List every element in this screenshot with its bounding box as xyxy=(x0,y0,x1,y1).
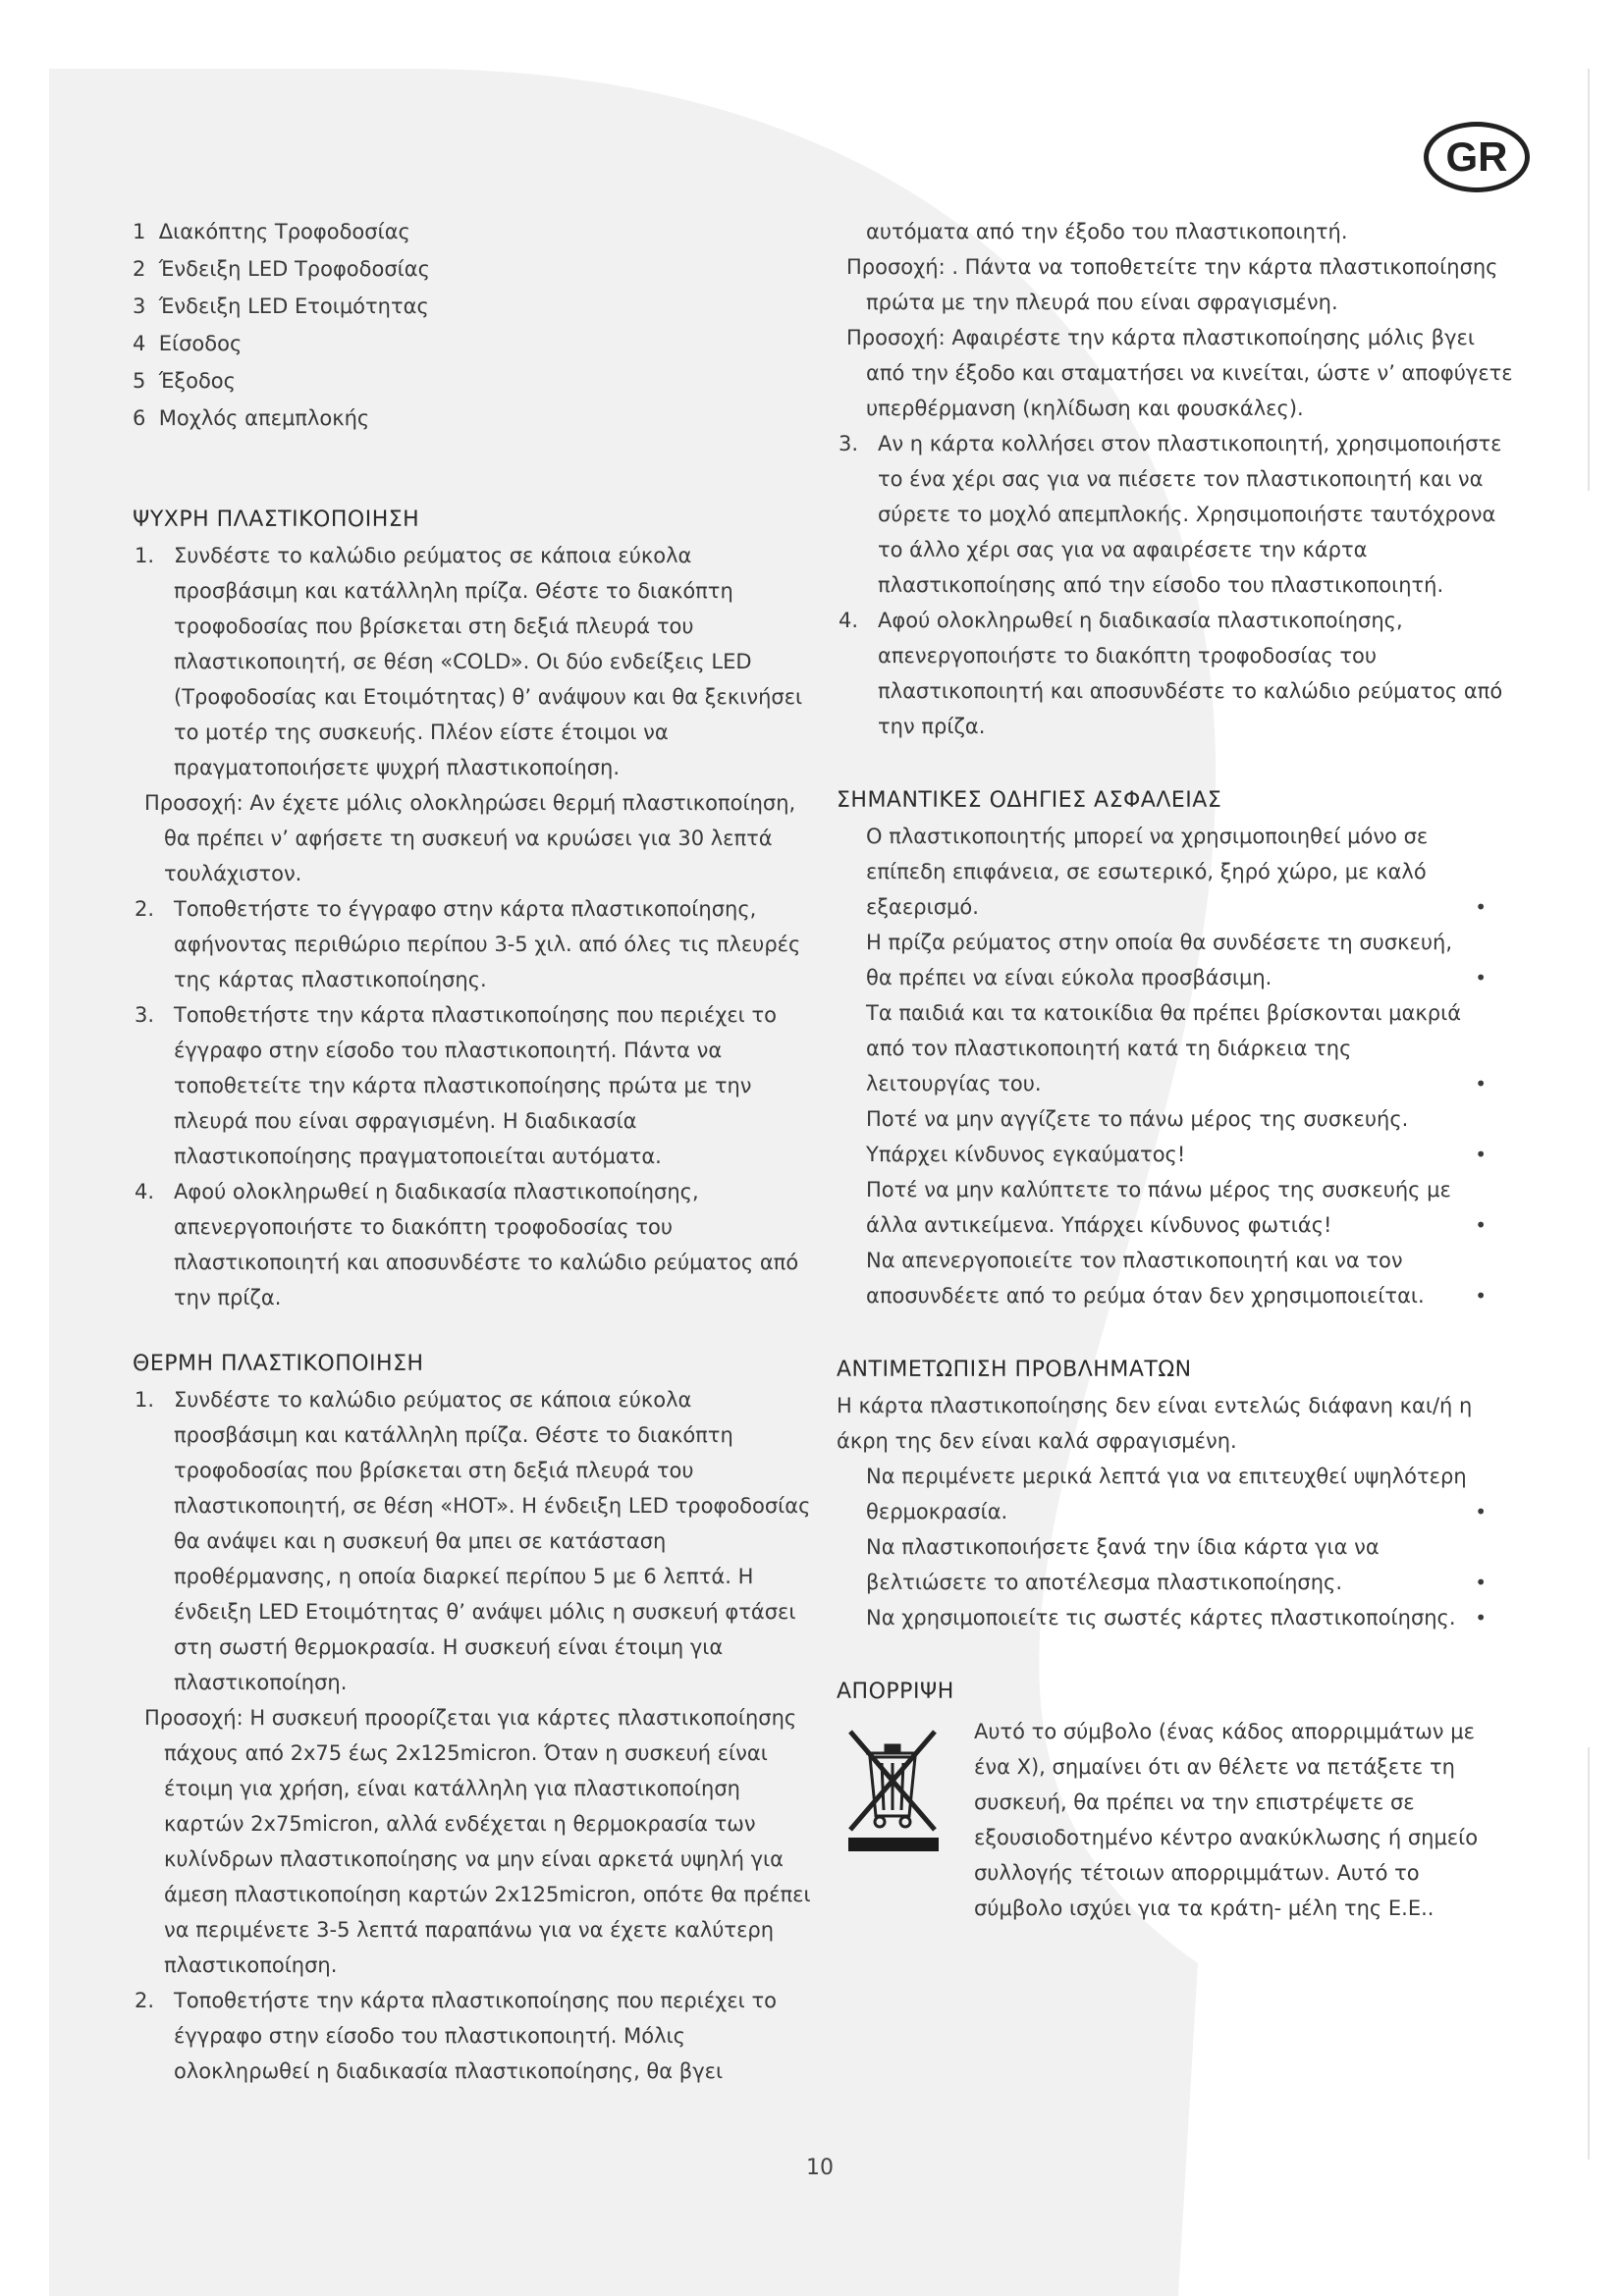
hot-note: Προσοχή: . Πάντα να τοποθετείτε την κάρτα πλαστικοποίησης πρώτα με την πλευρά που είναι σφραγισμένη. xyxy=(846,255,1498,314)
cold-steps-continued xyxy=(133,891,820,1315)
part-item: 1 Διακόπτης Τροφοδοσίας xyxy=(133,220,410,243)
hot-step: 1. Συνδέστε το καλώδιο ρεύματος σε κάποια εύκολα προσβάσιμη και κατάλληλη πρίζα. Θέστε το διακόπτη τροφοδοσίας που βρίσκεται στη δεξιά πλευρά του πλαστικοποιητή, σε θέση «HOT». Η ένδειξη LED τροφοδοσίας θα ανάψει και η συσκευή θα μπει σε κατάσταση προθέρμανσης, η οποία διαρκεί περίπου 5 με 6 λεπτά. Η ένδειξη LED Ετοιμότητας θ’ ανάψει μόλις η συσκευή φτάσει στη σωστή θερμοκρασία. Η συσκευή είναι έτοιμη για πλαστικοποίηση. xyxy=(135,1388,811,1694)
bullet-icon: • xyxy=(1475,895,1487,919)
hot-step: 4. Αφού ολοκληρωθεί η διαδικασία πλαστικοποίησης, απενεργοποιήστε το διακόπτη τροφοδοσίας του πλαστικοποιητή και αποσυνδέστε το καλώδιο ρεύματος από την πρίζα. xyxy=(839,609,1503,738)
troubleshooting-item: Να περιμένετε μερικά λεπτά για να επιτευχθεί υψηλότερη θερμοκρασία. • xyxy=(837,1459,1514,1529)
disposal-block xyxy=(837,1714,1514,1926)
cold-steps xyxy=(133,538,820,785)
part-item: 5 Έξοδος xyxy=(133,369,236,393)
cold-step: 4. Αφού ολοκληρωθεί η διαδικασία πλαστικοποίησης, απενεργοποιήστε το διακόπτη τροφοδοσίας του πλαστικοποιητή και αποσυνδέστε το καλώδιο ρεύματος από την πρίζα. xyxy=(135,1180,799,1309)
crossed-bin-icon xyxy=(844,1724,943,1853)
troubleshooting-title: ΑΝΤΙΜΕΤΩΠΙΣΗ ΠΡΟΒΛΗΜΑΤΩΝ xyxy=(837,1358,1192,1382)
right-column xyxy=(837,214,1514,1926)
cold-step: 3. Τοποθετήστε την κάρτα πλαστικοποίησης που περιέχει το έγγραφο στην είσοδο του πλαστικοποιητή. Πάντα να τοποθετείτε την κάρτα πλαστικοποίησης πρώτα με την πλευρά που είναι σφραγισμένη. Η διαδικασία πλαστικοποίησης πραγματοποιείται αυτόματα. xyxy=(135,1003,777,1168)
hot-step: 2. Τοποθετήστε την κάρτα πλαστικοποίησης που περιέχει το έγγραφο στην είσοδο του πλαστικοποιητή. Μόλις ολοκληρωθεί η διαδικασία πλαστικοποίησης, θα βγει xyxy=(135,1989,777,2083)
bullet-icon: • xyxy=(1475,1284,1487,1308)
left-column xyxy=(133,214,820,2089)
safety-item: Να απενεργοποιείτε τον πλαστικοποιητή και να τον αποσυνδέετε από το ρεύμα όταν δεν χρησιμοποιείται. • xyxy=(837,1243,1514,1313)
hot-steps-continued xyxy=(837,426,1514,744)
disposal-text: Αυτό το σύμβολο (ένας κάδος απορριμμάτων με ένα Χ), σημαίνει ότι αν θέλετε να πετάξετε τη συσκευή, θα πρέπει να την επιστρέψετε σε εξουσιοδοτημένο κέντρο ανακύκλωσης ή σημείο συλλογής τέτοιων απορριμμάτων. Αυτό το σύμβολο ισχύει για τα κράτη- μέλη της Ε.Ε.. xyxy=(974,1720,1479,1920)
bullet-icon: • xyxy=(1475,1213,1487,1237)
bullet-icon: • xyxy=(1475,1571,1487,1594)
bullet-icon: • xyxy=(1475,966,1487,989)
bullet-icon: • xyxy=(1475,1072,1487,1095)
parts-list xyxy=(133,214,820,438)
cold-lamination-title: ΨΥΧΡΗ ΠΛΑΣΤΙΚΟΠΟΙΗΣΗ xyxy=(133,507,420,532)
troubleshooting-item: Να χρησιμοποιείτε τις σωστές κάρτες πλαστικοποίησης. • xyxy=(837,1600,1514,1635)
troubleshooting-item: Να πλαστικοποιήσετε ξανά την ίδια κάρτα για να βελτιώσετε το αποτέλεσμα πλαστικοποίησης. • xyxy=(837,1529,1514,1600)
cold-step: 2. Τοποθετήστε το έγγραφο στην κάρτα πλαστικοποίησης, αφήνοντας περιθώριο περίπου 3-5 χιλ. από όλες τις πλευρές της κάρτας πλαστικοποίησης. xyxy=(135,897,801,991)
part-item: 3 Ένδειξη LED Ετοιμότητας xyxy=(133,294,429,318)
bullet-icon: • xyxy=(1475,1500,1487,1523)
hot-steps-continued xyxy=(133,1983,820,2089)
troubleshooting-list xyxy=(837,1459,1514,1635)
bullet-icon: • xyxy=(1475,1143,1487,1166)
safety-list xyxy=(837,819,1514,1313)
disposal-title: ΑΠΟΡΡΙΨΗ xyxy=(837,1680,954,1704)
page-number: 10 xyxy=(806,2156,834,2180)
hot-step: 3. Αν η κάρτα κολλήσει στον πλαστικοποιητή, χρησιμοποιήστε το ένα χέρι σας για να πιέσετε τον πλαστικοποιητή και να σύρετε το μοχλό απεμπλοκής. Χρησιμοποιήστε ταυτόχρονα το άλλο χέρι σας για να αφαιρέσετε την κάρτα πλαστικοποίησης από την είσοδο του πλαστικοποιητή. xyxy=(839,432,1502,597)
cold-step: 1. Συνδέστε το καλώδιο ρεύματος σε κάποια εύκολα προσβάσιμη και κατάλληλη πρίζα. Θέστε το διακόπτη τροφοδοσίας που βρίσκεται στη δεξιά πλευρά του πλαστικοποιητή, σε θέση «COLD». Οι δύο ενδείξεις LED (Τροφοδοσίας και Ετοιμότητας) θ’ ανάψουν και θα ξεκινήσει το μοτέρ της συσκευής. Πλέον είστε έτοιμοι να πραγματοποιήσετε ψυχρή πλαστικοποίηση. xyxy=(135,544,803,779)
language-badge: GR xyxy=(1424,122,1530,192)
part-item: 2 Ένδειξη LED Τροφοδοσίας xyxy=(133,257,430,281)
part-item: 4 Είσοδος xyxy=(133,332,243,355)
hot-lamination-title: ΘΕΡΜΗ ΠΛΑΣΤΙΚΟΠΟΙΗΣΗ xyxy=(133,1352,424,1376)
bullet-icon: • xyxy=(1475,1606,1487,1629)
safety-item: Ποτέ να μην καλύπτετε το πάνω μέρος της συσκευής με άλλα αντικείμενα. Υπάρχει κίνδυνος φωτιάς! • xyxy=(837,1172,1514,1243)
part-item: 6 Μοχλός απεμπλοκής xyxy=(133,406,370,430)
safety-title: ΣΗΜΑΝΤΙΚΕΣ ΟΔΗΓΙΕΣ ΑΣΦΑΛΕΙΑΣ xyxy=(837,788,1222,813)
cold-note: Προσοχή: Αν έχετε μόλις ολοκληρώσει θερμή πλαστικοποίηση, θα πρέπει ν’ αφήσετε τη συσκευή να κρυώσει για 30 λεπτά τουλάχιστον. xyxy=(144,791,796,885)
hot-note: Προσοχή: Αφαιρέστε την κάρτα πλαστικοποίησης μόλις βγει από την έξοδο και σταματήσει να κινείται, ώστε ν’ αποφύγετε υπερθέρμανση (κηλίδωση και φουσκάλες). xyxy=(846,326,1513,420)
safety-item: Τα παιδιά και τα κατοικίδια θα πρέπει βρίσκονται μακριά από τον πλαστικοποιητή κατά τη διάρκεια της λειτουργίας του. • xyxy=(837,995,1514,1101)
safety-item: Ποτέ να μην αγγίζετε το πάνω μέρος της συσκευής. Υπάρχει κίνδυνος εγκαύματος! • xyxy=(837,1101,1514,1172)
hot-step-continuation: αυτόματα από την έξοδο του πλαστικοποιητή. xyxy=(866,220,1348,243)
hot-note: Προσοχή: Η συσκευή προορίζεται για κάρτες πλαστικοποίησης πάχους από 2x75 έως 2x125micron. Όταν η συσκευή είναι έτοιμη για χρήση, είναι κατάλληλη για πλαστικοποίηση καρτών 2x75micron, αλλά ενδέχεται η θερμοκρασία των κυλίνδρων πλαστικοποίησης να μην είναι αρκετά υψηλή για άμεση πλαστικοποίηση καρτών 2x125micron, οπότε θα πρέπει να περιμένετε 3-5 λεπτά παραπάνω για να έχετε καλύτερη πλαστικοποίηση. xyxy=(144,1706,811,1977)
safety-item: Ο πλαστικοποιητής μπορεί να χρησιμοποιηθεί μόνο σε επίπεδη επιφάνεια, σε εσωτερικό, ξηρό χώρο, με καλό εξαερισμό. • xyxy=(837,819,1514,925)
hot-steps xyxy=(133,1382,820,1700)
safety-item: Η πρίζα ρεύματος στην οποία θα συνδέσετε τη συσκευή, θα πρέπει να είναι εύκολα προσβάσιμη. • xyxy=(837,925,1514,995)
troubleshooting-intro: Η κάρτα πλαστικοποίησης δεν είναι εντελώς διάφανη και/ή η άκρη της δεν είναι καλά σφραγισμένη. xyxy=(837,1394,1473,1453)
